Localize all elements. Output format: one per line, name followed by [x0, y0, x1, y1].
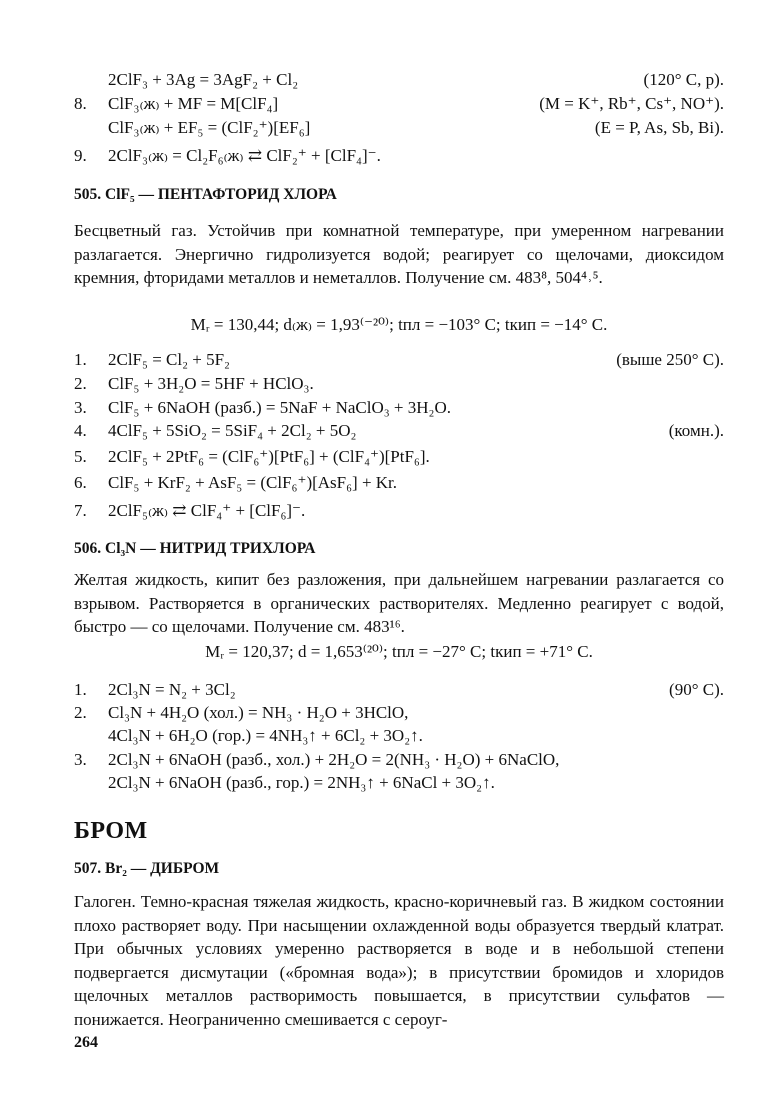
section-title: БРОМ — [74, 818, 148, 844]
physical-properties-505: Mᵣ = 130,44; d₍ж₎ = 1,93⁽⁻²⁰⁾; tпл = −103° C; tкип = −14° C. — [190, 315, 608, 334]
reaction-condition: (120° C, p). — [643, 70, 724, 89]
reaction-number: 3. — [74, 750, 87, 769]
reaction-number: 8. — [74, 94, 87, 113]
reaction-number: 1. — [74, 680, 87, 699]
reaction-equation: ClF₃₍ж₎ + MF = M[ClF₄] — [108, 94, 279, 113]
reaction-equation: 4Cl₃N + 6H₂O (гор.) = 4NH₃↑ + 6Cl₂ + 3O₂↑. — [108, 726, 423, 745]
reaction-condition: (выше 250° C). — [616, 350, 724, 369]
entry-description-507: Галоген. Темно-красная тяжелая жидкость, красно-коричневый газ. В жидком состоянии плохо растворяет воду. При насыщении охлажденной воды образуется твердый клатрат. При обычных условиях умеренно растворяется в воде и в небольшой степени подвергается дисмутации («бромная вода»); в присутствии бромидов и хлоридов щелочных металлов растворимость повышается, в присутствии сульфатов — понижается. Неограниченно смешивается с сероуг- — [74, 892, 724, 1029]
entry-heading-506: 506. Cl₃N — НИТРИД ТРИХЛОРА — [74, 540, 316, 557]
reaction-condition: (E = P, As, Sb, Bi). — [594, 118, 724, 137]
reaction-number: 6. — [74, 473, 87, 492]
reaction-equation: ClF₅ + 6NaOH (разб.) = 5NaF + NaClO₃ + 3H₂O. — [108, 398, 451, 417]
reaction-number: 9. — [74, 146, 87, 165]
entry-heading-507: 507. Br₂ — ДИБРОМ — [74, 860, 220, 877]
entry-description-505: Бесцветный газ. Устойчив при комнатной температуре, при умеренном нагревании разлагается. Энергично гидролизуется водой; реагирует со щелочами, диоксидом кремния, фторидами металлов и неметаллов. Получение см. 483⁸, 504⁴˒⁵. — [74, 221, 724, 287]
reaction-number: 1. — [74, 350, 87, 369]
entry-heading-505: 505. ClF₅ — ПЕНТАФТОРИД ХЛОРА — [74, 186, 337, 203]
reaction-number: 2. — [74, 374, 87, 393]
reaction-condition: (90° C). — [669, 680, 724, 699]
page-number: 264 — [74, 1034, 98, 1051]
reaction-equation: 2ClF₃₍ж₎ = Cl₂F₆₍ж₎ ⇄ ClF₂⁺ + [ClF₄]⁻. — [108, 146, 381, 165]
reaction-equation: ClF₅ + KrF₂ + AsF₅ = (ClF₆⁺)[AsF₆] + Kr. — [108, 473, 398, 492]
reaction-equation: ClF₃₍ж₎ + EF₅ = (ClF₂⁺)[EF₆] — [108, 118, 311, 137]
reaction-equation: 2Cl₃N + 6NaOH (разб., хол.) + 2H₂O = 2(NH₃ · H₂O) + 6NaClO, — [108, 750, 560, 769]
reaction-number: 4. — [74, 421, 87, 440]
reaction-condition: (комн.). — [668, 421, 724, 440]
reaction-equation: Cl₃N + 4H₂O (хол.) = NH₃ · H₂O + 3HClO, — [108, 703, 409, 722]
reaction-equation: 2ClF₃ + 3Ag = 3AgF₂ + Cl₂ — [108, 70, 299, 89]
entry-description-506: Желтая жидкость, кипит без разложения, при дальнейшем нагревании разлагается со взрывом. Растворяется в органических растворителях. Медленно реагирует с водой, быстро — со щелочами. Получение см. 483¹⁶. — [74, 570, 724, 636]
reaction-equation: 2ClF₅₍ж₎ ⇄ ClF₄⁺ + [ClF₆]⁻. — [108, 501, 306, 520]
reaction-equation: 2Cl₃N + 6NaOH (разб., гор.) = 2NH₃↑ + 6NaCl + 3O₂↑. — [108, 773, 495, 792]
reaction-number: 7. — [74, 501, 87, 520]
physical-properties-506: Mᵣ = 120,37; d = 1,653⁽²⁰⁾; tпл = −27° C; tкип = +71° C. — [205, 642, 593, 661]
reaction-equation: 4ClF₅ + 5SiO₂ = 5SiF₄ + 2Cl₂ + 5O₂ — [108, 421, 357, 440]
reaction-number: 5. — [74, 447, 87, 466]
reaction-number: 2. — [74, 703, 87, 722]
reaction-equation: 2Cl₃N = N₂ + 3Cl₂ — [108, 680, 236, 699]
reaction-condition: (M = K⁺, Rb⁺, Cs⁺, NO⁺). — [539, 94, 724, 113]
reaction-number: 3. — [74, 398, 87, 417]
reaction-equation: 2ClF₅ = Cl₂ + 5F₂ — [108, 350, 230, 369]
reaction-equation: ClF₅ + 3H₂O = 5HF + HClO₃. — [108, 374, 314, 393]
reaction-equation: 2ClF₅ + 2PtF₆ = (ClF₆⁺)[PtF₆] + (ClF₄⁺)[PtF₆]. — [108, 447, 430, 466]
